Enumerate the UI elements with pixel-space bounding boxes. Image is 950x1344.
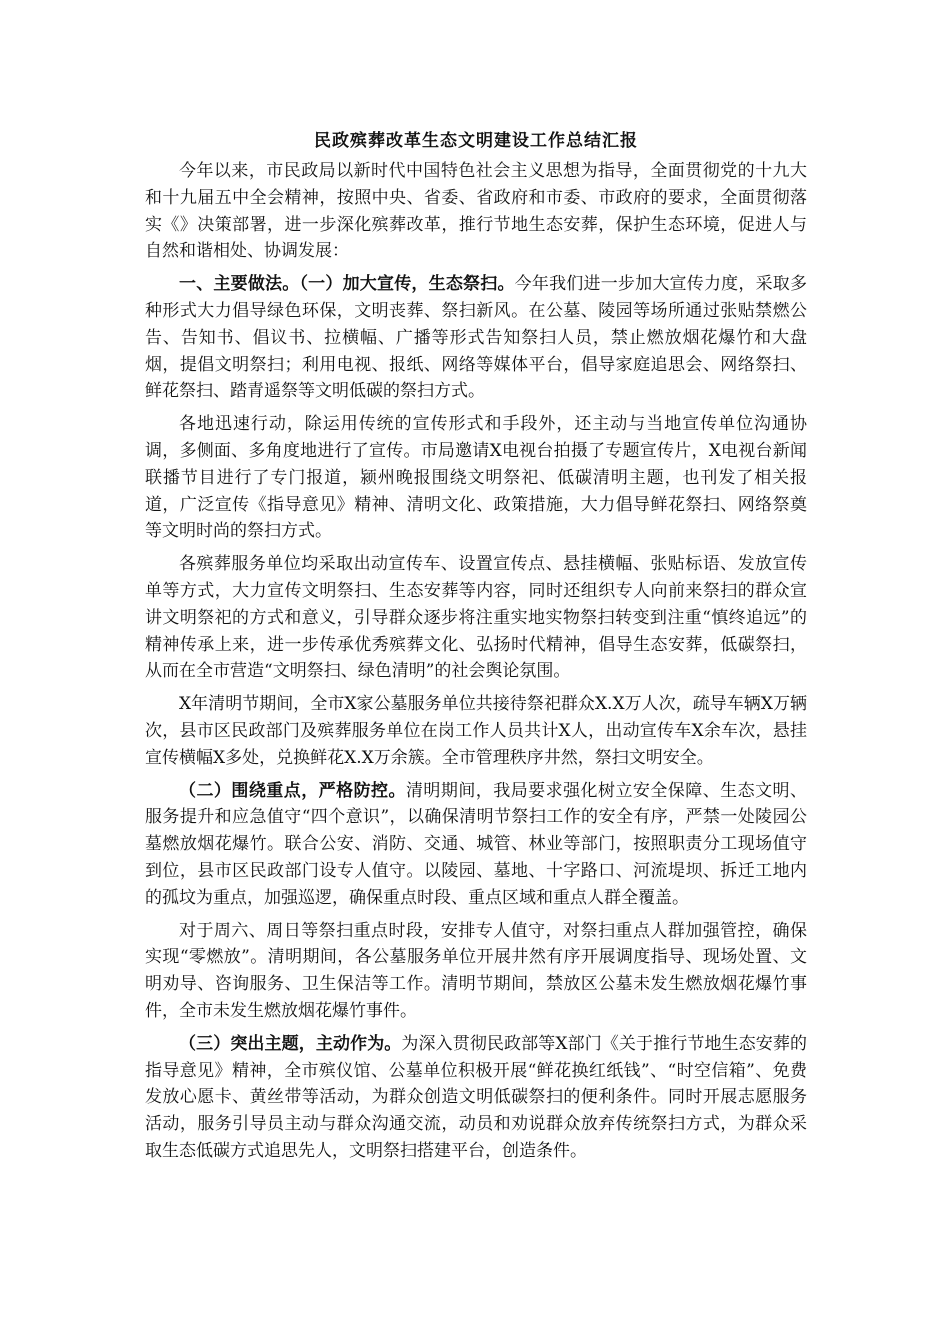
paragraph-service-units [145,551,807,685]
paragraph-text: 各殡葬服务单位均采取出动宣传车、设置宣传点、悬挂横幅、张贴标语、发放宣传单等方式，大力宣传文明祭扫、生态安葬等内容，同时还组织专人向前来祭扫的群众宣讲文明祭祀的方式和意义，引导群众逐步将注重实地实物祭扫转变到注重“慎终追远”的精神传承上来，进一步传承优秀殡葬文化、弘扬时代精神，倡导生态安葬，低碳祭扫，从而在全市营造“文明祭扫、绿色清明”的社会舆论氛围。 [145,554,807,682]
paragraph-text: 今年我们进一步加大宣传力度，采取多种形式大力倡导绿色环保，文明丧葬、祭扫新风。在公墓、陵园等场所通过张贴禁燃公告、告知书、倡议书、拉横幅、广播等形式告知祭扫人员，禁止燃放烟花爆竹和大盘烟，提倡文明祭扫；利用电视、报纸、网络等媒体平台，倡导家庭追思会、网络祭扫、鲜花祭扫、踏青遥祭等文明低碳的祭扫方式。 [145,274,808,402]
paragraph-intro [145,158,807,265]
paragraph-text: 今年以来，市民政局以新时代中国特色社会主义思想为指导，全面贯彻党的十九大和十九届五中全会精神，按照中央、省委、省政府和市委、市政府的要求，全面贯彻落实《》决策部署，进一步深化殡葬改革，推行节地生态安葬，保护生态环境，促进人与自然和谐相处、协调发展： [145,161,807,262]
section-heading: 一、主要做法。（一）加大宣传，生态祭扫。 [179,274,515,295]
paragraph-section-2 [145,778,807,912]
paragraph-text: 各地迅速行动，除运用传统的宣传形式和手段外，还主动与当地宣传单位沟通协调，多侧面、多角度地进行了宣传。市局邀请X电视台拍摄了专题宣传片，X电视台新闻联播节目进行了专门报道，颍州晚报围绕文明祭祀、低碳清明主题，也刊发了相关报道，广泛宣传《指导意见》精神、清明文化、政策措施，大力倡导鲜花祭扫、网络祭奠等文明时尚的祭扫方式。 [145,414,807,542]
paragraph-statistics [145,691,807,771]
paragraph-section-1 [145,271,807,405]
paragraph-text: 对于周六、周日等祭扫重点时段，安排专人值守，对祭扫重点人群加强管控，确保实现“零燃放”。清明期间，各公墓服务单位开展井然有序开展调度指导、现场处置、文明劝导、咨询服务、卫生保洁等工作。清明节期间，禁放区公墓未发生燃放烟花爆竹事件，全市未发生燃放烟花爆竹事件。 [145,920,807,1021]
paragraph-text: 清明期间，我局要求强化树立安全保障、生态文明、服务提升和应急值守“四个意识”，以确保清明节祭扫工作的安全有序，严禁一处陵园公墓燃放烟花爆竹。联合公安、消防、交通、城管、林业等部门，按照职责分工现场值守到位，县市区民政部门设专人值守。以陵园、墓地、十字路口、河流堤坝、拆迁工地内的孤坟为重点，加强巡逻，确保重点时段、重点区域和重点人群全覆盖。 [145,780,808,908]
section-heading: （三）突出主题，主动作为。 [179,1033,402,1054]
section-heading: （二）围绕重点，严格防控。 [179,780,406,801]
document-title: 民政殡葬改革生态文明建设工作总结汇报 [314,131,638,151]
paragraph-text: X年清明节期间，全市X家公墓服务单位共接待祭祀群众X.X万人次，疏导车辆X万辆次，县市区民政部门及殡葬服务单位在岗工作人员共计X人，出动宣传车X余车次，悬挂宣传横幅X多处，兑换鲜花X.X万余簇。全市管理秩序井然，祭扫文明安全。 [145,694,807,768]
paragraph-text: 为深入贯彻民政部等X部门《关于推行节地生态安葬的指导意见》精神，全市殡仪馆、公墓单位积极开展“鲜花换红纸钱”、“时空信箱”、免费发放心愿卡、黄丝带等活动，为群众创造文明低碳祭扫的便利条件。同时开展志愿服务活动，服务引导员主动与群众沟通交流，动员和劝说群众放弃传统祭扫方式，为群众采取生态低碳方式追思先人，文明祭扫搭建平台，创造条件。 [145,1033,807,1161]
paragraph-section-3 [145,1031,807,1165]
document-page [145,126,807,1171]
paragraph-publicity [145,411,807,545]
paragraph-weekend-control [145,918,807,1025]
